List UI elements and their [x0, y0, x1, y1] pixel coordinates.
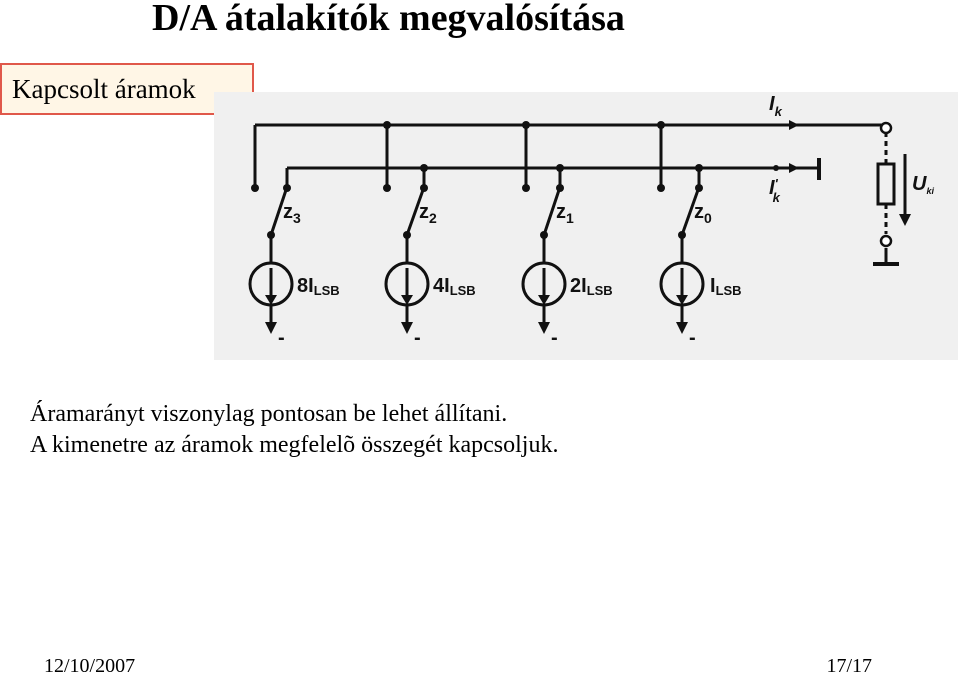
- top-current-label: $I_k$: [769, 93, 782, 119]
- source-label-4: 4ILSB: [433, 275, 476, 298]
- circuit-svg: [214, 92, 958, 360]
- body-line-2: A kimenetre az áramok megfelelõ összegét kapcsoljuk.: [30, 432, 559, 458]
- page-number: 17/17: [826, 655, 872, 677]
- circuit-diagram: [214, 92, 958, 360]
- switch-label-z0: $z_0$: [694, 201, 712, 226]
- switch-label-z3: $z_3$: [283, 201, 301, 226]
- minus-sign-2: -: [414, 327, 421, 349]
- section-tag: Kapcsolt áramok: [0, 63, 254, 115]
- circuit-marks: [251, 120, 911, 334]
- footer-date: 12/10/2007: [44, 655, 136, 677]
- bottom-current-label: I' k: [769, 176, 780, 205]
- switch-label-z2: $z_2$: [419, 201, 437, 226]
- minus-sign-1: -: [551, 327, 558, 349]
- source-label-1: ILSB: [710, 275, 742, 298]
- circuit-labels: [278, 93, 934, 349]
- slide-title: D/A átalakítók megvalósítása: [152, 0, 625, 39]
- switch-label-z1: $z_1$: [556, 201, 574, 226]
- body-line-1: Áramarányt viszonylag pontosan be lehet állítani.: [30, 401, 508, 427]
- minus-sign-3: -: [278, 327, 285, 349]
- source-label-8: 8ILSB: [297, 275, 340, 298]
- minus-sign-0: -: [689, 327, 696, 349]
- source-label-2: 2ILSB: [570, 275, 613, 298]
- slide-body: [30, 399, 558, 461]
- output-voltage-label: $U_{ki}$: [912, 173, 934, 196]
